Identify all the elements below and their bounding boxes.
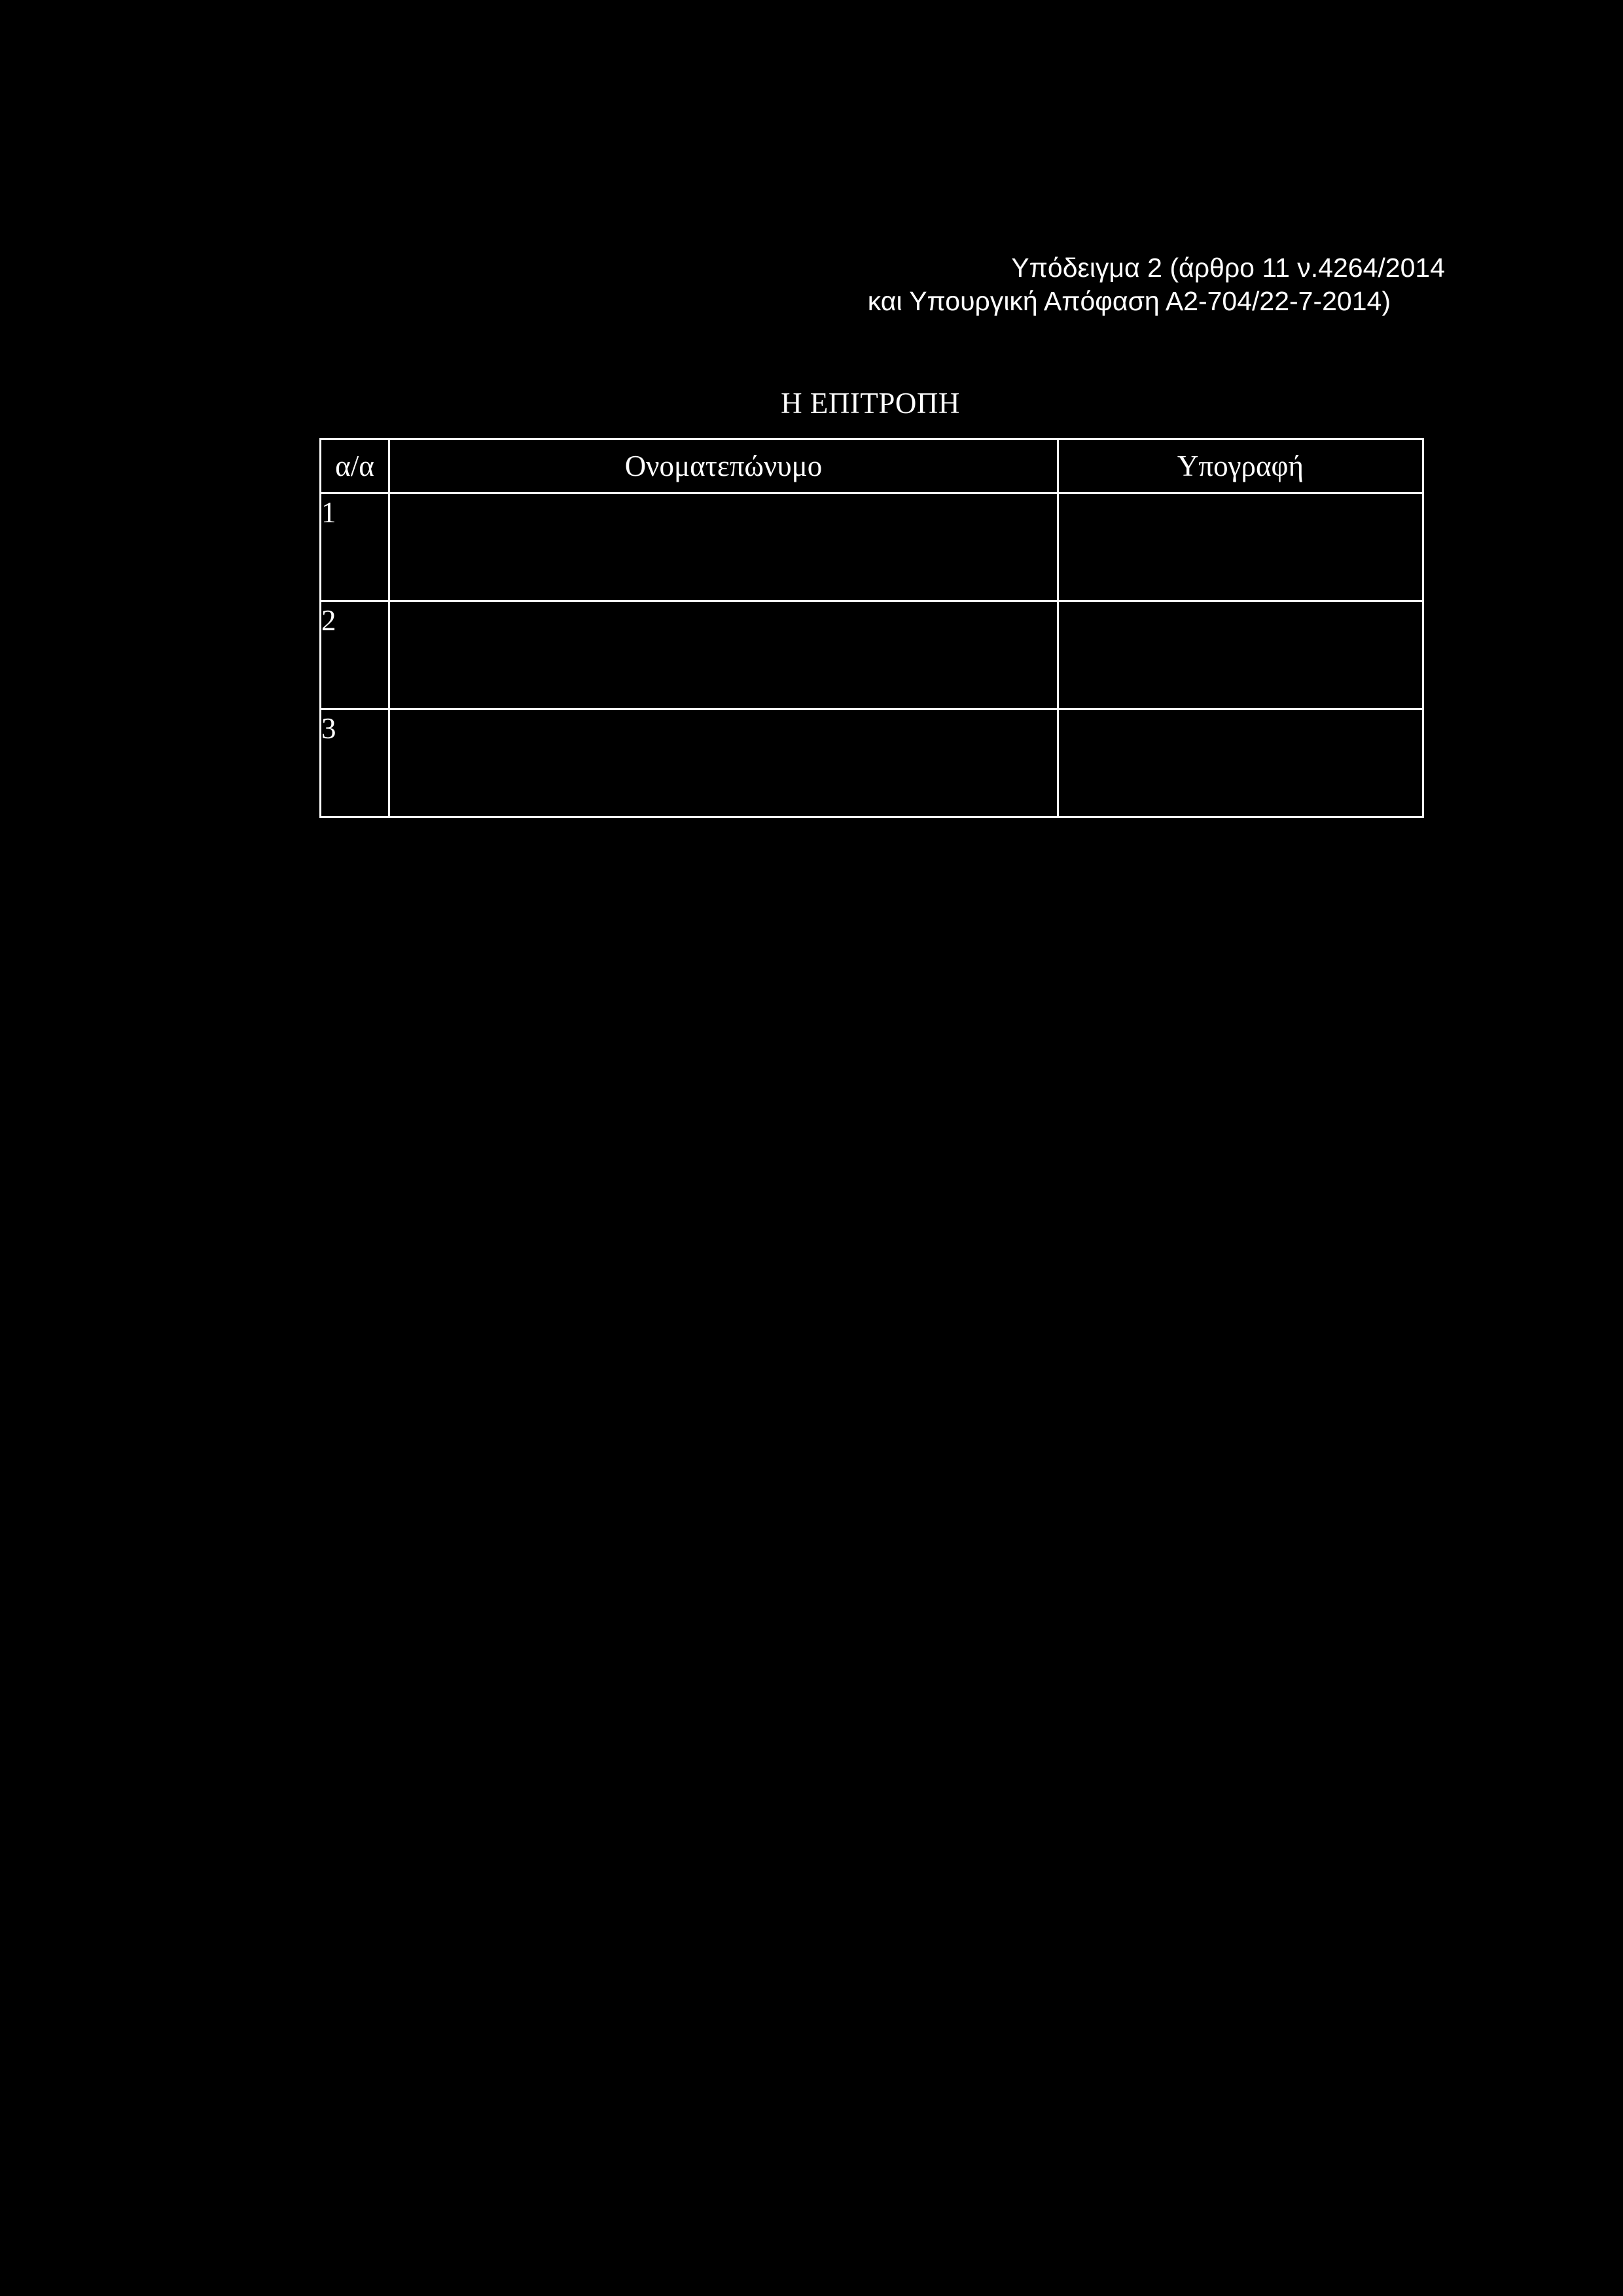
committee-title: Η ΕΠΙΤΡΟΠΗ	[781, 387, 960, 420]
ministerial-decision-line: και Υπουργική Απόφαση Α2-704/22-7-2014)	[867, 286, 1391, 316]
template-reference-line: Υπόδειγμα 2 (άρθρο 11 ν.4264/2014	[1011, 253, 1445, 283]
signature-cell[interactable]	[1058, 709, 1423, 817]
document-reference	[868, 251, 1445, 318]
table-row	[321, 601, 1423, 709]
table-row	[321, 493, 1423, 601]
full-name-cell[interactable]	[389, 601, 1058, 709]
row-number: 2	[321, 601, 389, 709]
column-header-full-name: Ονοματεπώνυμο	[389, 439, 1058, 493]
full-name-cell[interactable]	[389, 709, 1058, 817]
committee-members-table	[319, 438, 1424, 818]
table-row	[321, 709, 1423, 817]
column-header-signature: Υπογραφή	[1058, 439, 1423, 493]
row-number: 3	[321, 709, 389, 817]
table-header-row	[321, 439, 1423, 493]
row-number: 1	[321, 493, 389, 601]
column-header-number: α/α	[321, 439, 389, 493]
full-name-cell[interactable]	[389, 493, 1058, 601]
signature-cell[interactable]	[1058, 493, 1423, 601]
signature-cell[interactable]	[1058, 601, 1423, 709]
